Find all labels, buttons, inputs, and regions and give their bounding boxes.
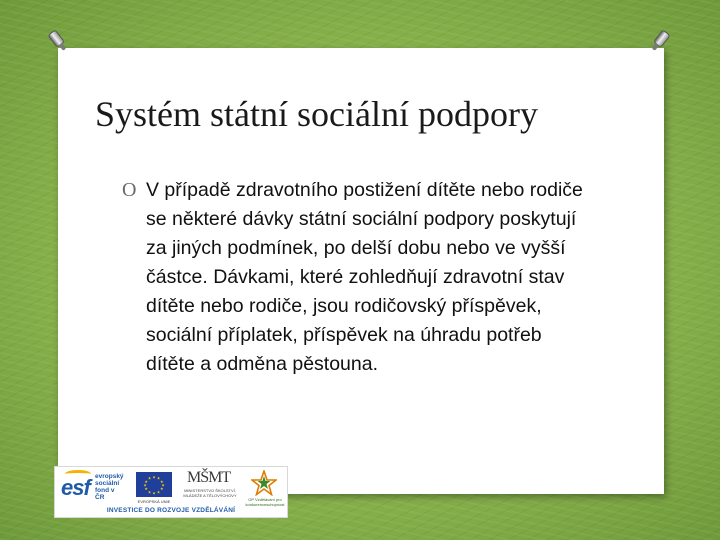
svg-text:★: ★ (156, 489, 161, 495)
esf-logo (61, 470, 125, 504)
eu-logo (131, 472, 177, 506)
esf-logo-letters: esf (61, 475, 90, 500)
svg-text:★: ★ (152, 474, 156, 480)
msmt-logo-caption: MINISTERSTVO ŠKOLSTVÍ, MLÁDEŽE A TĚLOVÝCHOVY (183, 488, 237, 498)
msmt-logo (181, 470, 239, 506)
eu-flag-icon (136, 472, 172, 497)
msmt-logo-mark: MŠMT (187, 469, 231, 486)
eu-stars-icon (136, 472, 172, 497)
esf-logo-words: evropský sociální fond v ČR (95, 473, 124, 501)
pushpin-needle (652, 43, 659, 51)
logo-row (59, 470, 285, 506)
svg-text:★: ★ (152, 490, 156, 496)
bullet-item (122, 176, 592, 379)
logo-tagline: INVESTICE DO ROZVOJE VZDĚLÁVÁNÍ (106, 507, 236, 514)
funding-logo-strip (54, 466, 288, 518)
svg-text:★: ★ (143, 482, 147, 488)
bullet-text: V případě zdravotního postižení dítěte nebo rodiče se některé dávky státní sociální podpory poskytují za jiných podmínek, po delší dobu nebo ve vyšší částce. Dávkami, které zohledňují zdravotní stav dítěte nebo rodiče, jsou rodičovský příspěvek, sociální příplatek, příspěvek na úhradu potřeb dítěte a odměna pěstouna. (146, 179, 583, 375)
star-logo-icon (251, 470, 277, 496)
svg-text:★: ★ (147, 475, 152, 481)
bullet-marker-icon: O (122, 179, 137, 201)
slide-title: Systém státní sociální podpory (95, 94, 538, 134)
eu-logo-caption: EVROPSKÁ UNIE (137, 499, 171, 504)
svg-text:★: ★ (147, 489, 152, 495)
op-logo (245, 470, 285, 506)
svg-text:★: ★ (144, 486, 148, 491)
svg-text:★: ★ (160, 486, 164, 491)
svg-text:★: ★ (144, 479, 148, 484)
op-logo-caption: OP Vzdělávání pro konkurenceschopnost (245, 497, 285, 507)
svg-text:★: ★ (160, 479, 164, 484)
svg-text:★: ★ (161, 482, 165, 488)
svg-text:★: ★ (156, 475, 161, 481)
